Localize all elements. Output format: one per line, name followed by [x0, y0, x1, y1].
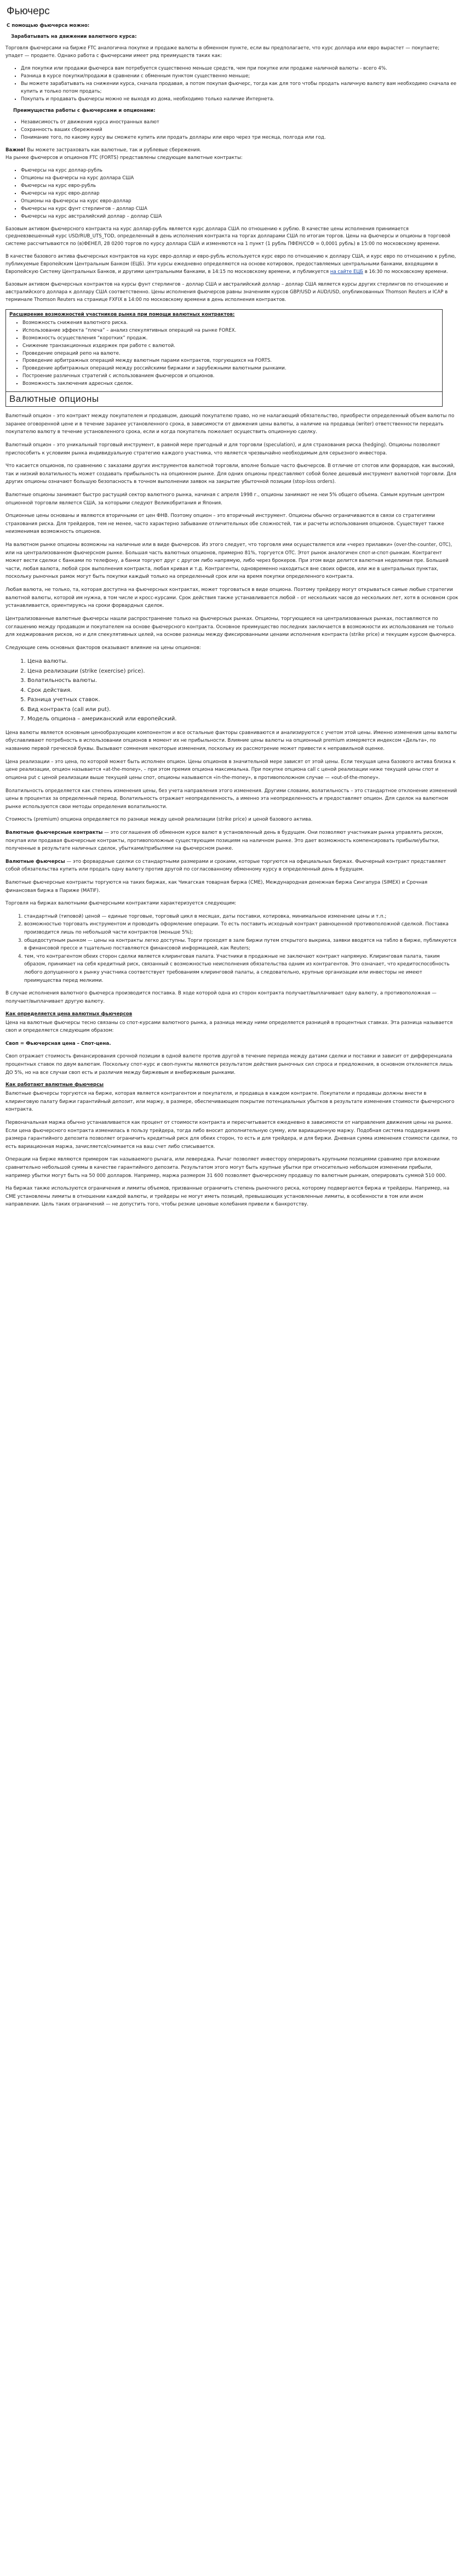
list-item: ▪ Возможность осуществления “коротких” продаж.	[22, 335, 439, 343]
list-item: 1. Цена валюты.	[27, 657, 459, 667]
list-item: ▪ Проведение арбитражных операций между российскими биржами и зарубежными валютными рынками.	[22, 365, 439, 373]
list-item: ▪ Независимость от движения курса иностранных валют	[21, 119, 459, 127]
base-asset-eur-paragraph	[5, 253, 459, 276]
options-paragraph: Централизованные валютные фьючерсы нашли распространение только на фьючерсных рынках. Опционы, торгующиеся на централизованных рынках, поставляются по соглашению между продавцом и покупателем на основе фьючерсного контракта. Основное преимущество последних заключается в возможности их использования не только для хеджирования рисков, но и для спекулятивных целей, на основе разницы между фиксированными ценами исполнения контракта (strike price) и текущим курсом фьючерса.	[5, 616, 456, 638]
list-item: ▪ Разница в курсе покупки/продажи в сравнении с обменным пунктом существенно меньше;	[21, 73, 459, 81]
options-paragraph: Следующие семь основных факторов оказывают влияние на цены опционов:	[5, 645, 201, 651]
list-item: ▪ Сохранность ваших сбережений	[21, 127, 459, 134]
options-paragraph: На валютном рынке опционы возможны на наличные или в виде фьючерсов. Из этого следует, что торговля ими осуществляется или «через прилавки» (over-the-counter, OTC), или на централизованном фьючерсном рынке. Большая часть валютных опционов, примерно 81%, торгуется OTC. Этот рынок аналогичен спот-и-спот-рынкам. Контрагент может вести сделки с банками по телефону, а банки торгуют друг с другом либо напрямую, либо через брокеров. При этом виде делится валютная неделимая пре. Большей части, любая валюта, любой срок выполнения контракта, любая кривая и т.д. Контрагенты, одновременно находиться вне своих офисов, или же в центральных пунктах, поскольку рыночных рамок могут быть покупки каждый только на определенный срок или на время покупки определенного контракта.	[5, 542, 452, 580]
options-paragraph: Опционные цены основаны и являются вторичными от цен ФНВ. Поэтому опцион – это вторичный инструмент. Опционы обычно ограничиваются в связи со стратегиями страхования риска. Для трейдеров, тем не менее, часто характерно забывание отличительных обе сложностей, так и расчеты использования опционов. Существует также неизменимая возможность опционов.	[5, 513, 444, 535]
capabilities-list	[9, 320, 439, 388]
list-item: 2. возможностью торговать инструментом и проводить оформление операции. То есть поставить исходный контракт равноценной противоположной сделкой. Поставка производится лишь по небольшой части контрактов (меньше 5%);	[24, 920, 459, 936]
margin-paragraph: Первоначальная маржа обычно устанавливается как процент от стоимости контракта и пересчитывается ежедневно в зависимости от направления движения цены на рынке. Если цена фьючерсного контракта изменилась в пользу трейдера, тогда либо вносит дополнительную сумму, или вариационную маржу. Подобная система поддержания размера гарантийного депозита позволяет ограничить кредитный риск для обеих сторон, то есть и для трейдера, и для биржи. Дневная сумма изменения стоимости сделки, то есть вариационная маржа, зачисляется/снимается на ваш счет либо списывается.	[5, 1120, 457, 1150]
capabilities-title: Расширение возможностей участников рынка при помощи валютных контрактов:	[9, 311, 235, 317]
futures-contracts-paragraph	[5, 829, 459, 853]
list-item: ▪ Опционы на фьючерсы на курс доллара США	[21, 175, 459, 183]
how-futures-work-heading: Как работают валютные фьючерсы	[5, 1082, 104, 1088]
futures-contracts-heading: Валютные фьючерсные контракты	[5, 829, 103, 835]
intro-subheading: Зарабатывать на движении валютного курса:	[11, 34, 137, 39]
options-section	[5, 412, 459, 652]
list-item: 4. тем, что контрагентом обеих сторон сделки является клиринговая палата. Участники в продажные не заключают контракт напрямую. Клиринговая палата, таким образом, принимает на себя кредитный риск, связанный с возможностью неисполнения обязательства одним из контрагентов. Это означает, что кредитоспособность любого допущенного к рынку участника соответствует требованиям клиринговой палаты, а следовательно, крупные организации или инвесторы не имеют преимущества перед мелкими.	[24, 953, 459, 985]
factors-explanation	[5, 729, 459, 908]
futures-contracts-text: — это соглашения об обменном курсе валют в установленный день в будущем. Они позволяют участникам рынка управлять риском, покупая или продавая фьючерсные контракты, противоположные существующим позициям на наличном рынке. Это дает возможность компенсировать прибыли/убытки, полученные в результате наличных сделок, убытками/прибылями на фьючерсном рынке.	[5, 829, 443, 852]
list-item: ▪ Возможность заключения адресных сделок.	[22, 380, 439, 388]
list-item: ▪ Построение различных стратегий с использованием фьючерсов и опционов.	[22, 373, 439, 380]
base-asset-usd-paragraph: Базовым активом фьючерсного контракта на курс доллар-рубль является курс доллара США по отношению к рублю. В качестве цены исполнения принимается средневзвешенный курс USD/RUB_UTS_TOD, определенный в день исполнения контракта на торгах долларами США по итогам торгов. Цены на фьючерсы и опционы в торговой системе рассчитываются по (в)ФЕНЕЛ, 28 0200 торгов по курсу доллара США и изменяются на 1 пункт (1 рубль ПФЕН/ССФ = 0,0001 рубль) в 15:00 по московскому времени.	[5, 226, 450, 247]
list-item: 2. Цена реализации (strike (exercise) price).	[27, 667, 459, 676]
list-item: ▪ Понимание того, по какому курсу вы сможете купить или продать доллары или евро через три месяца, полгода или год.	[21, 134, 459, 142]
options-heading-box	[5, 392, 443, 407]
factors-paragraph: Волатильность определяется как степень изменения цены, без учета направления этого изменения. Другими словами, волатильность – это стандартное отклонение изменений цены в процентах за определенный период. Волатильность отражает неопределенность, а именно эта неопределенность и предоставляет опцион. Для сделок на валютном рынке используются свои методы определения волатильности.	[5, 788, 457, 810]
ecb-site-link[interactable]: на сайте ЕЦБ	[330, 269, 363, 275]
list-item: ▪ Фьючерсы на курс австралийский доллар – доллар США	[21, 213, 459, 221]
page-title: Фьючерс	[7, 5, 50, 17]
important-text: Вы можете застраховать как валютные, так и рублевые сбережения.	[27, 147, 202, 153]
pricing-heading: Как определяется цена валютных фьючерсов	[5, 1011, 133, 1017]
list-item: 6. Вид контракта (call или put).	[27, 705, 459, 715]
list-item: ▪ Фьючерсы на курс евро-доллар	[21, 190, 459, 198]
factors-paragraph: Стоимость (premium) опциона определяется по разнице между ценой реализации (strike price) и ценой базового актива.	[5, 817, 313, 823]
options-paragraph: Валютный опцион – это уникальный торговый инструмент, в равной мере пригодный и для торговли (speculation), и для страхования риска (hedging). Опционы позволяют приспособить к условиям рынка индивидуальную стратегию каждого участника, что является чрезвычайно необходимым для серьезного инвестора.	[5, 442, 440, 456]
options-paragraph: Валютный опцион – это контракт между покупателем и продавцом, дающий покупателю право, но не налагающий обязательство, приобрести определенный объем валюты по заранее оговоренной цене и в течение заранее установленного срока, в зависимости от движения цены валюты, а наличие на продавца (writer) ответственности передать покупателю валюту в течение установленного срока, если и когда покупатель пожелает осуществить опционную сделку.	[5, 413, 455, 435]
list-item: ▪ Фьючерсы на курс фунт стерлингов – доллар США	[21, 206, 459, 213]
list-item: 3. общедоступным рынком — цены на контракты легко доступны. Торги проходят в зале биржи путем открытого выкрика, заявки вводятся на табло в бирже, публикуются в финансовой прессе и тщательно поставляются финансовой информацией, как Reuters;	[24, 937, 459, 953]
list-item: ▪ Покупать и продавать фьючерсы можно не выходя из дома, необходимо только наличие Интернета.	[21, 96, 459, 104]
important-paragraph	[5, 147, 459, 162]
important-label: Важно!	[5, 147, 26, 153]
options-heading: Валютные опционы	[9, 394, 99, 405]
delivery-paragraph: В случае исполнения валютного фьючерса производится поставка. В ходе которой одна из сторон контракта получает/выплачивает одну валюту, а противоположная — получает/выплачивает другую валюту.	[5, 991, 437, 1004]
options-paragraph: Что касается опционов, по сравнению с заказами других инструментов валютной торговли, вполне больше часто фьючерсов. В отличие от спотов или форвардов, как высокий, так и низкий волатильность может создавать прибыльность на опционном рынке. Для одних опционы представляют собой более дешевый инструмент валютной торговли. Для других опционы означают большую безопасность в точном выполнении заявок на закрытие убыточной позиции (stop-loss orders).	[5, 463, 456, 485]
advantages-heading: Преимущества работы с фьючерсами и опционами:	[13, 108, 156, 114]
list-item: 3. Волатильность валюты.	[27, 676, 459, 686]
intro-list	[5, 65, 459, 104]
base-asset-eur-text-end: в 16:30 по московскому времени.	[364, 269, 448, 275]
options-paragraph: Любая валюта, не только, та, которая доступна на фьючерсных контрактах, может торговаться в виде опциона. Поэтому трейдеру могут открываться самые любые стратегии валютной валюты, которой им нужна, в том числе и кросс-курсами. Срок действия также устанавливается любой – от нескольких часов до нескольких лет, хотя в основном срок устанавливается, ориентируясь на сроки форвардных сделок.	[5, 587, 459, 609]
list-item: ▪ Возможность снижения валютного риска.	[22, 320, 439, 327]
base-asset-gbp-aud-paragraph: Базовым активом фьючерсных контрактов на курсы фунт стерлингов – доллар США и австралийский доллар – доллар США является курсы других стерлингов по отношению и австралийского доллара к доллару США соответственно. Цены исполнения фьючерсов равны значениям курсов GBP/USD и AUD/USD, опубликованных Thomson Reuters и ICAP в терминале Thomson Reuters на странице FXFIX в 14:00 по московскому времени в день исполнения контрактов.	[5, 282, 448, 303]
swap-paragraph: Своп отражает стоимость финансирования срочной позиции в одной валюте против другой в течение периода между датами сделки и поставки и зависит от дифференциала процентных ставок по двум валютам. Поскольку спот-курс и своп-пункты являются результатом действия рыночных сил спроса и предложения, в основном отклоняется лишь ДО 5%, но на все случаи своп есть и различия между биржевым и внебиржевым рынками.	[5, 1054, 453, 1076]
list-item: ▪ Использование эффекта “плеча” – анализ спекулятивных операций на рынке FOREX.	[22, 327, 439, 335]
list-item: ▪ Опционы на фьючерсы на курс евро-доллар	[21, 198, 459, 206]
list-item: ▪ Вы можете зарабатывать на снижении курса, сначала продавая, а потом покупая фьючерс, тогда как для того чтобы продать наличную валюту вам необходимо сначала ее купить и только потом продать;	[21, 81, 459, 96]
list-item: 5. Разница учетных ставок.	[27, 695, 459, 705]
list-item: ▪ Проведение арбитражных операций между валютным парами контрактов, торгующихся на FORTS.	[22, 357, 439, 365]
exchanges-paragraph: Валютные фьючерсные контракты торгуются на таких биржах, как Чикагская товарная биржа (CME), Международная денежная биржа Сингапура (SIMEX) и Срочная финансовая биржа в Париже (MATIF).	[5, 879, 428, 894]
features-list	[5, 913, 459, 985]
price-factors-list	[5, 657, 459, 724]
tail-section	[5, 990, 459, 1209]
leverage-paragraph: Операции на бирже являются примером так называемого рычага, или левереджа. Рычаг позволяет инвестору оперировать крупными позициями сравнимо при вложении сравнительно небольшой суммы в качестве гарантийного депозита. Результатом этого могут быть крупные убытки при относительно небольшом изменении прибыли, например убытки могут быть на 50 000 долларов. Например, маржа размером 31 600 позволяет фьючерсному продавцу по валютным рынкам, оперировать суммой 510 000.	[5, 1157, 447, 1179]
advantages-list	[5, 119, 459, 142]
list-item: 1. стандартный (типовой) ценой — единые торговые, торговый цикл в месяцах, даты поставки, котировка, минимальное изменение цены и т.п.;	[24, 913, 459, 921]
features-intro: Торговля на биржах валютными фьючерсными контрактами характеризуется следующим:	[5, 901, 237, 907]
list-item: ▪ Проведение операций репо на валюте.	[22, 350, 439, 358]
contracts-intro: На рынке фьючерсов и опционов FTC (FORTS) представлены следующие валютные контракты:	[5, 155, 243, 161]
currency-futures-paragraph	[5, 858, 459, 874]
currency-futures-heading: Валютные фьючерсы	[5, 858, 65, 865]
intro-heading: С помощью фьючерса можно:	[7, 23, 90, 29]
pricing-paragraph: Цена на валютные фьючерсы тесно связаны со спот-курсами валютного рынка, а разница между ними определяется разницей в процентных ставках. Эта разница называется своп и определяется следующим образом:	[5, 1020, 453, 1034]
contracts-list	[5, 167, 459, 220]
options-paragraph: Валютные опционы занимают быстро растущий сектор валютного рынка, начиная с апреля 1998 г., опционы занимают не неи 5% общего объема. Самым крупным центром опционной торговли является США, за которыми следуют Великобритания и Япония.	[5, 492, 445, 506]
factors-paragraph: Цена реализации – это цена, по которой может быть исполнен опцион. Цены опционов в значительной мере зависят от этой цены. Если текущая цена базового актива близка к цене реализации, опцион называется «at-the-money», – при этом премия опциона максимальна. При покупке опциона call с ценой реализации ниже текущей цены спот и опциона put с ценой реализации выше текущей цены спот, опционы называются «in-the-money», в противоположном случае — «out-of-the-money».	[5, 759, 456, 781]
base-asset-eur-text: В качестве базового актива фьючерсных контрактов на курс евро-доллар и евро-рубль используется курс евро по отношению к доллару США, и курс евро по отношению к рублю, публикуемые Европейским Центральным Банком (ЕЦБ). Эти курсы ежедневно определяются на основе котировок, предоставляемых центральными банками, входящими в Европейскую Систему Центральных Банков, и другими центральными банками, в 14:15 по московскому времени, и публикуется	[5, 254, 456, 275]
list-item: ▪ Фьючерсы на курс доллар-рубль	[21, 167, 459, 175]
list-item: ▪ Фьючерсы на курс евро-рубль	[21, 183, 459, 190]
list-item: ▪ Снижение транзакционных издержек при работе с валютой.	[22, 343, 439, 350]
intro-paragraph: Торговля фьючерсами на бирже FTC аналогична покупке и продаже валюты в обменном пункте, если вы предполагаете, что курс доллара или евро вырастет — покупаете; упадет — продаете. Однако работа с фьючерсами имеет ряд преимуществ таких как:	[5, 46, 440, 59]
factors-paragraph: Цена валюты является основным ценообразующим компонентом и все остальные факторы сравниваются и анализируются с учетом этой цены. Именно изменения цены валюты обуславливают потребность в использовании опционов в момент их не прибыльности. Влияние цены валюты на опционный premium измеряется индексом «Дельта», по названию первой греческой буквы. Вызывают сомнения некоторые изменения, поскольку их рассмотрение может привести к неправильной оценке.	[5, 730, 457, 752]
list-item: ▪ Для покупки или продажи фьючерса вам потребуется существенно меньше средств, чем при покупке или продаже наличной валюты - всего 4%.	[21, 65, 459, 73]
capabilities-box	[5, 309, 443, 392]
currency-futures-text: — это форвардные сделки со стандартными размерами и сроками, которые торгуются на официальных биржах. Фьючерный контракт представляет собой обязательства купить или продать одну валюту против другой по согласованному обменному курсу в определенный день в будущем.	[5, 858, 446, 873]
list-item: 7. Модель опциона – американский или европейский.	[27, 714, 459, 724]
list-item: 4. Срок действия.	[27, 686, 459, 696]
swap-formula: Своп = Фьючерсная цена – Спот-цена.	[5, 1040, 111, 1047]
limits-paragraph: На биржах также используются ограничения и лимиты объемов, призванные ограничить степень рыночного риска, которому подвергаются биржа и трейдеры. Например, на СМЕ установлены лимиты в отношении каждой валюты, и трейдеры не могут иметь позиций, превышающих установленные лимиты, в особенности в том или ином направлении. Цель таких ограничений — не допустить того, чтобы резкие ценовые колебания привели к банкротству.	[5, 1186, 450, 1208]
how-futures-paragraph: Валютные фьючерсы торгуются на бирже, которая является контрагентом и покупателя, и продавца в каждом контракте. Покупатели и продавцы должны внести в клиринговую палату биржи гарантийный депозит, или маржу, в размере, обеспечивающем покрытие потенциальных убытков в результате изменения стоимости фьючерсного контракта.	[5, 1091, 455, 1113]
